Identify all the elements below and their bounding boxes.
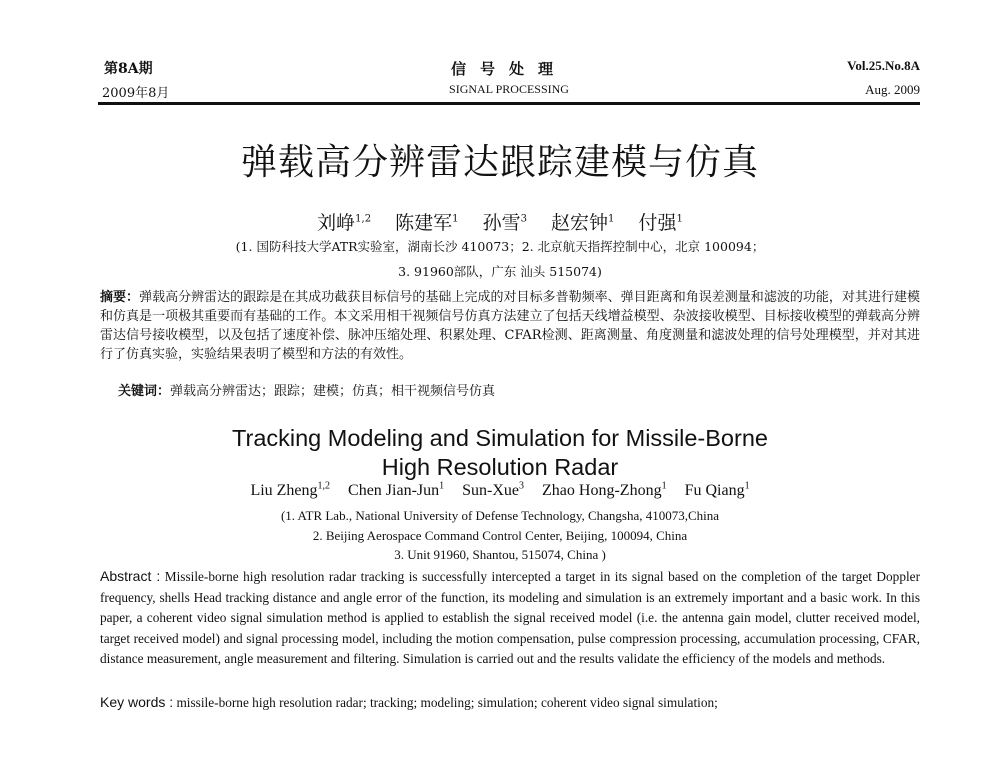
author-en: Liu Zheng$^{1,2}$ — [250, 481, 331, 500]
affiliation-cn: 3. 91960部队，广东 汕头 515074) — [398, 264, 602, 279]
affiliation-cn: (1. 国防科技大学ATR实验室，湖南长沙 410073；2. 北京航天指挥控制中心，北京 100094； — [235, 239, 765, 254]
paper-title-cn: 弹载高分辨雷达跟踪建模与仿真 — [240, 142, 759, 183]
author-cn: 孙雪$^3$ — [482, 212, 527, 234]
keywords-cn-label: 关键词： — [118, 384, 171, 399]
author-en: Fu Qiang$^1$ — [684, 481, 750, 500]
affiliation-en: (1. ATR Lab., National University of Defense Technology, Changsha, 410073,China — [280, 508, 720, 523]
journal-title-en: SIGNAL PROCESSING — [449, 82, 569, 96]
author-cn: 陈建军$^1$ — [395, 212, 459, 234]
volume-number: Vol.25.No.8A — [847, 58, 920, 73]
affiliation-en: 3. Unit 91960, Shantou, 515074, China ) — [394, 547, 606, 562]
authors-en — [0, 481, 1000, 500]
author-en: Zhao Hong-Zhong$^1$ — [542, 481, 667, 500]
header-rule — [98, 103, 920, 105]
keywords-en — [100, 694, 920, 711]
authors-cn — [0, 208, 1000, 235]
date-cn: 2009年8月 — [102, 86, 170, 101]
abstract-cn-text: 弹载高分辨雷达的跟踪是在其成功截获目标信号的基础上完成的对目标多普勒频率、弹目距离和角误差测量和滤波的功能，对其进行建模和仿真是一项极其重要而有基础的工作。本文采用相干视频信号仿真方法建立了包括天线增益模型、杂波接收模型、目标接收模型的弹载高分辨雷达信号接收模型，以及包括了速度补偿、脉冲压缩处理、积累处理、CFAR检测、距离测量、角度测量和滤波处理的信号处理模型，并对其进行了仿真实验，实验结果表明了模型和方法的有效性。 — [100, 290, 920, 362]
abstract-cn-label: 摘要： — [100, 290, 140, 305]
journal-title-cn: 信号处理 — [450, 60, 567, 78]
date-en: Aug. 2009 — [865, 82, 920, 97]
abstract-en-text: Missile-borne high resolution radar tracking is successfully intercepted a target in its signal based on the completion of the target Doppler frequency, shells Head tracking distance and angle error of the function, its modeling and simulation is an extremely important and a basic work. In this paper, a coherent video signal simulation method is applied to establish the signal received model (i.e. the antenna gain model, clutter received model, target received model) and signal processing model, including the motion compensation, pulse compression processing, accumulation processing, CFAR, distance measurement, angle measurement and filtering. Simulation is carried out and the results validate the efficiency of the models and methods. — [100, 569, 920, 666]
running-header — [98, 58, 920, 103]
issue-cn: 第8A期 — [104, 61, 153, 77]
keywords-en-text: missile-borne high resolution radar; tracking; modeling; simulation; coherent video signal simulation; — [173, 695, 718, 710]
keywords-cn-text: 弹载高分辨雷达；跟踪；建模；仿真；相干视频信号仿真 — [170, 384, 496, 399]
paper-title-en — [0, 424, 1000, 482]
paper-title-en-line: High Resolution Radar — [381, 454, 619, 480]
author-cn: 付强$^1$ — [638, 212, 683, 234]
keywords-cn — [118, 380, 920, 399]
author-en: Sun-Xue$^3$ — [462, 481, 525, 500]
author-en: Chen Jian-Jun$^1$ — [348, 481, 445, 500]
abstract-cn — [100, 288, 920, 364]
keywords-en-label: Key words : — [100, 694, 174, 710]
affiliation-en: 2. Beijing Aerospace Command Control Center, Beijing, 100094, China — [312, 528, 688, 543]
abstract-en — [100, 566, 920, 670]
author-cn: 赵宏钟$^1$ — [551, 212, 615, 234]
author-cn: 刘峥$^{1,2}$ — [317, 212, 372, 234]
abstract-en-label: Abstract : — [100, 568, 161, 584]
paper-title-en-line: Tracking Modeling and Simulation for Missile-Borne — [232, 425, 768, 451]
